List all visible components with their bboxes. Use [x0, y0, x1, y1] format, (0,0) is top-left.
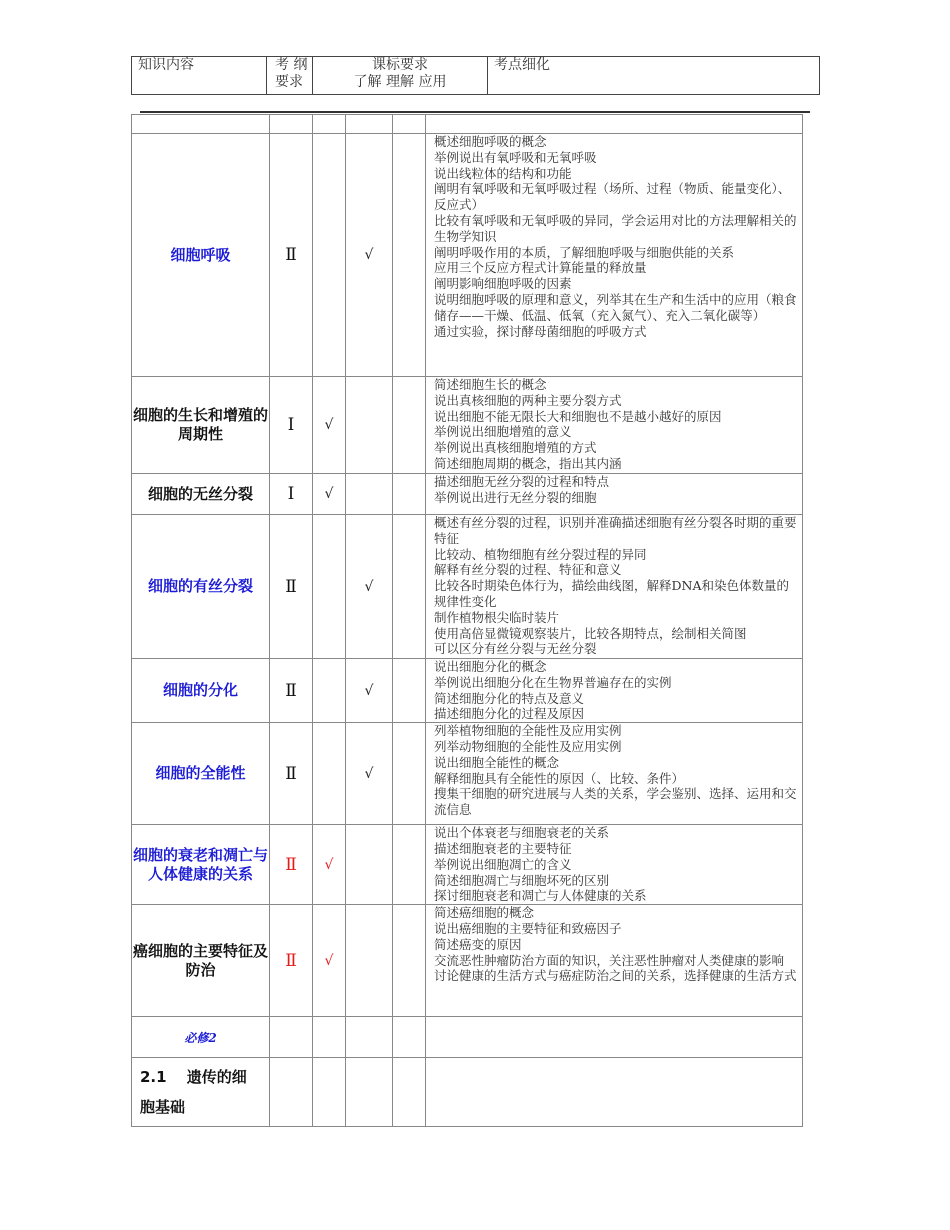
exam-level: Ⅱ	[270, 905, 313, 1017]
topic-name: 细胞的有丝分裂	[132, 515, 270, 659]
section-row	[132, 1058, 803, 1127]
topic-name: 细胞的生长和增殖的周期性	[132, 377, 270, 474]
check-comprehend	[346, 377, 393, 474]
empty-row	[132, 115, 803, 134]
detail-item: 说出真核细胞的两种主要分裂方式	[434, 392, 622, 408]
detail-item: 比较各时期染色体行为，描绘曲线图，解释DNA和染色体数量的规律性变化	[434, 578, 789, 609]
detail-item: 通过实验，探讨酵母菌细胞的呼吸方式	[434, 323, 647, 339]
topic-name: 细胞的全能性	[132, 723, 270, 825]
header-knowledge: 知识内容	[132, 57, 267, 95]
table-row	[132, 377, 803, 474]
topic-name: 癌细胞的主要特征及防治	[132, 905, 270, 1017]
table-row	[132, 723, 803, 825]
detail-item: 说出细胞分化的概念	[434, 659, 547, 674]
header-table	[131, 56, 820, 95]
topic-name: 细胞的衰老和凋亡与人体健康的关系	[132, 825, 270, 905]
check-comprehend	[346, 825, 393, 905]
detail-item: 描述细胞分化的过程及原因	[434, 706, 585, 722]
detail-list	[426, 723, 803, 825]
detail-item: 制作植物根尖临时装片	[434, 609, 560, 625]
divider-rule	[140, 111, 810, 113]
detail-item: 举例说出真核细胞增殖的方式	[434, 440, 597, 456]
detail-item: 举例说出细胞增殖的意义	[434, 424, 572, 440]
detail-item: 使用高倍显微镜观察装片，比较各期特点，绘制相关简图	[434, 625, 747, 641]
detail-item: 说出线粒体的结构和功能	[434, 165, 572, 181]
detail-item: 阐明呼吸作用的本质，了解细胞呼吸与细胞供能的关系	[434, 244, 735, 260]
header-exam-requirement	[267, 57, 313, 95]
detail-list	[426, 377, 803, 474]
header-curriculum-requirement	[313, 57, 488, 95]
module-row	[132, 1017, 803, 1058]
detail-item: 可以区分有丝分裂与无丝分裂	[434, 641, 597, 657]
table-row	[132, 474, 803, 515]
check-comprehend: √	[346, 723, 393, 825]
exam-level: Ⅰ	[270, 377, 313, 474]
detail-item: 简述细胞周期的概念，指出其内涵	[434, 455, 622, 471]
exam-level: Ⅱ	[270, 134, 313, 377]
check-understand	[313, 723, 346, 825]
detail-list	[426, 515, 803, 659]
check-understand: √	[313, 377, 346, 474]
table-row	[132, 825, 803, 905]
detail-item: 比较有氧呼吸和无氧呼吸的异同，学会运用对比的方法理解相关的生物学知识	[434, 212, 797, 244]
topic-name: 细胞呼吸	[132, 134, 270, 377]
detail-list	[426, 659, 803, 723]
header-curriculum-line1: 课标要求	[372, 57, 428, 73]
detail-list	[426, 134, 803, 377]
detail-item: 说出癌细胞的主要特征和致癌因子	[434, 920, 622, 936]
exam-level: Ⅱ	[270, 825, 313, 905]
check-comprehend: √	[346, 659, 393, 723]
check-comprehend: √	[346, 134, 393, 377]
check-understand: √	[313, 905, 346, 1017]
check-understand: √	[313, 825, 346, 905]
detail-item: 简述细胞生长的概念	[434, 377, 547, 392]
check-apply	[393, 474, 426, 515]
detail-item: 说出细胞不能无限长大和细胞也不是越小越好的原因	[434, 408, 722, 424]
detail-item: 应用三个反应方程式计算能量的释放量	[434, 260, 647, 276]
check-apply	[393, 905, 426, 1017]
exam-level: Ⅱ	[270, 723, 313, 825]
topic-name: 细胞的无丝分裂	[132, 474, 270, 515]
detail-item: 简述细胞凋亡与细胞坏死的区别	[434, 872, 610, 888]
check-apply	[393, 377, 426, 474]
header-exam-line2: 要求	[275, 74, 303, 90]
check-apply	[393, 515, 426, 659]
check-apply	[393, 134, 426, 377]
detail-item: 描述细胞无丝分裂的过程和特点	[434, 474, 610, 489]
check-comprehend: √	[346, 515, 393, 659]
detail-item: 概述有丝分裂的过程，识别并准确描述细胞有丝分裂各时期的重要特征	[434, 515, 797, 546]
topic-name: 细胞的分化	[132, 659, 270, 723]
detail-item: 概述细胞呼吸的概念	[434, 134, 547, 149]
check-understand: √	[313, 474, 346, 515]
section-title: 2.1 遗传的细胞基础	[132, 1058, 270, 1127]
module-title: 必修2	[132, 1017, 270, 1058]
table-row	[132, 905, 803, 1017]
exam-level: Ⅱ	[270, 515, 313, 659]
detail-item: 简述细胞分化的特点及意义	[434, 690, 585, 706]
detail-item: 探讨细胞衰老和凋亡与人体健康的关系	[434, 888, 647, 904]
table-row	[132, 515, 803, 659]
check-understand	[313, 515, 346, 659]
table-row	[132, 659, 803, 723]
exam-level: Ⅱ	[270, 659, 313, 723]
check-apply	[393, 659, 426, 723]
detail-item: 举例说出进行无丝分裂的细胞	[434, 489, 597, 505]
check-understand	[313, 134, 346, 377]
detail-item: 解释有丝分裂的过程、特征和意义	[434, 562, 622, 578]
detail-list	[426, 825, 803, 905]
header-curriculum-line2: 了解 理解 应用	[353, 74, 447, 90]
detail-item: 搜集干细胞的研究进展与人类的关系，学会鉴别、选择、运用和交流信息	[434, 786, 797, 818]
detail-item: 比较动、植物细胞有丝分裂过程的异同	[434, 546, 647, 562]
header-exam-line1: 考 纲	[275, 57, 308, 73]
detail-item: 阐明有氧呼吸和无氧呼吸过程（场所、过程（物质、能量变化）、反应式）	[434, 181, 791, 213]
detail-item: 说明细胞呼吸的原理和意义，列举其在生产和生活中的应用（粮食储存——干燥、低温、低氧（充入氮气）、充入二氧化碳等）	[434, 291, 797, 323]
detail-item: 阐明影响细胞呼吸的因素	[434, 276, 572, 292]
header-detail: 考点细化	[488, 57, 820, 95]
detail-item: 说出细胞全能性的概念	[434, 754, 560, 770]
detail-item: 举例说出细胞凋亡的含义	[434, 856, 572, 872]
detail-item: 举例说出细胞分化在生物界普遍存在的实例	[434, 674, 672, 690]
detail-list	[426, 905, 803, 1017]
check-comprehend	[346, 474, 393, 515]
detail-list	[426, 474, 803, 515]
exam-level: Ⅰ	[270, 474, 313, 515]
detail-item: 交流恶性肿瘤防治方面的知识，关注恶性肿瘤对人类健康的影响	[434, 952, 785, 968]
detail-item: 列举动物细胞的全能性及应用实例	[434, 738, 622, 754]
content-table	[131, 114, 803, 1127]
detail-item: 简述癌变的原因	[434, 936, 522, 952]
detail-item: 讨论健康的生活方式与癌症防治之间的关系，选择健康的生活方式	[434, 968, 797, 984]
detail-item: 描述细胞衰老的主要特征	[434, 840, 572, 856]
check-understand	[313, 659, 346, 723]
check-apply	[393, 825, 426, 905]
check-comprehend	[346, 905, 393, 1017]
detail-item: 举例说出有氧呼吸和无氧呼吸	[434, 149, 597, 165]
check-apply	[393, 723, 426, 825]
detail-item: 解释细胞具有全能性的原因（、比较、条件）	[434, 770, 685, 786]
detail-item: 列举植物细胞的全能性及应用实例	[434, 723, 622, 739]
table-row	[132, 134, 803, 377]
detail-item: 说出个体衰老与细胞衰老的关系	[434, 825, 610, 841]
detail-item: 简述癌细胞的概念	[434, 905, 535, 921]
